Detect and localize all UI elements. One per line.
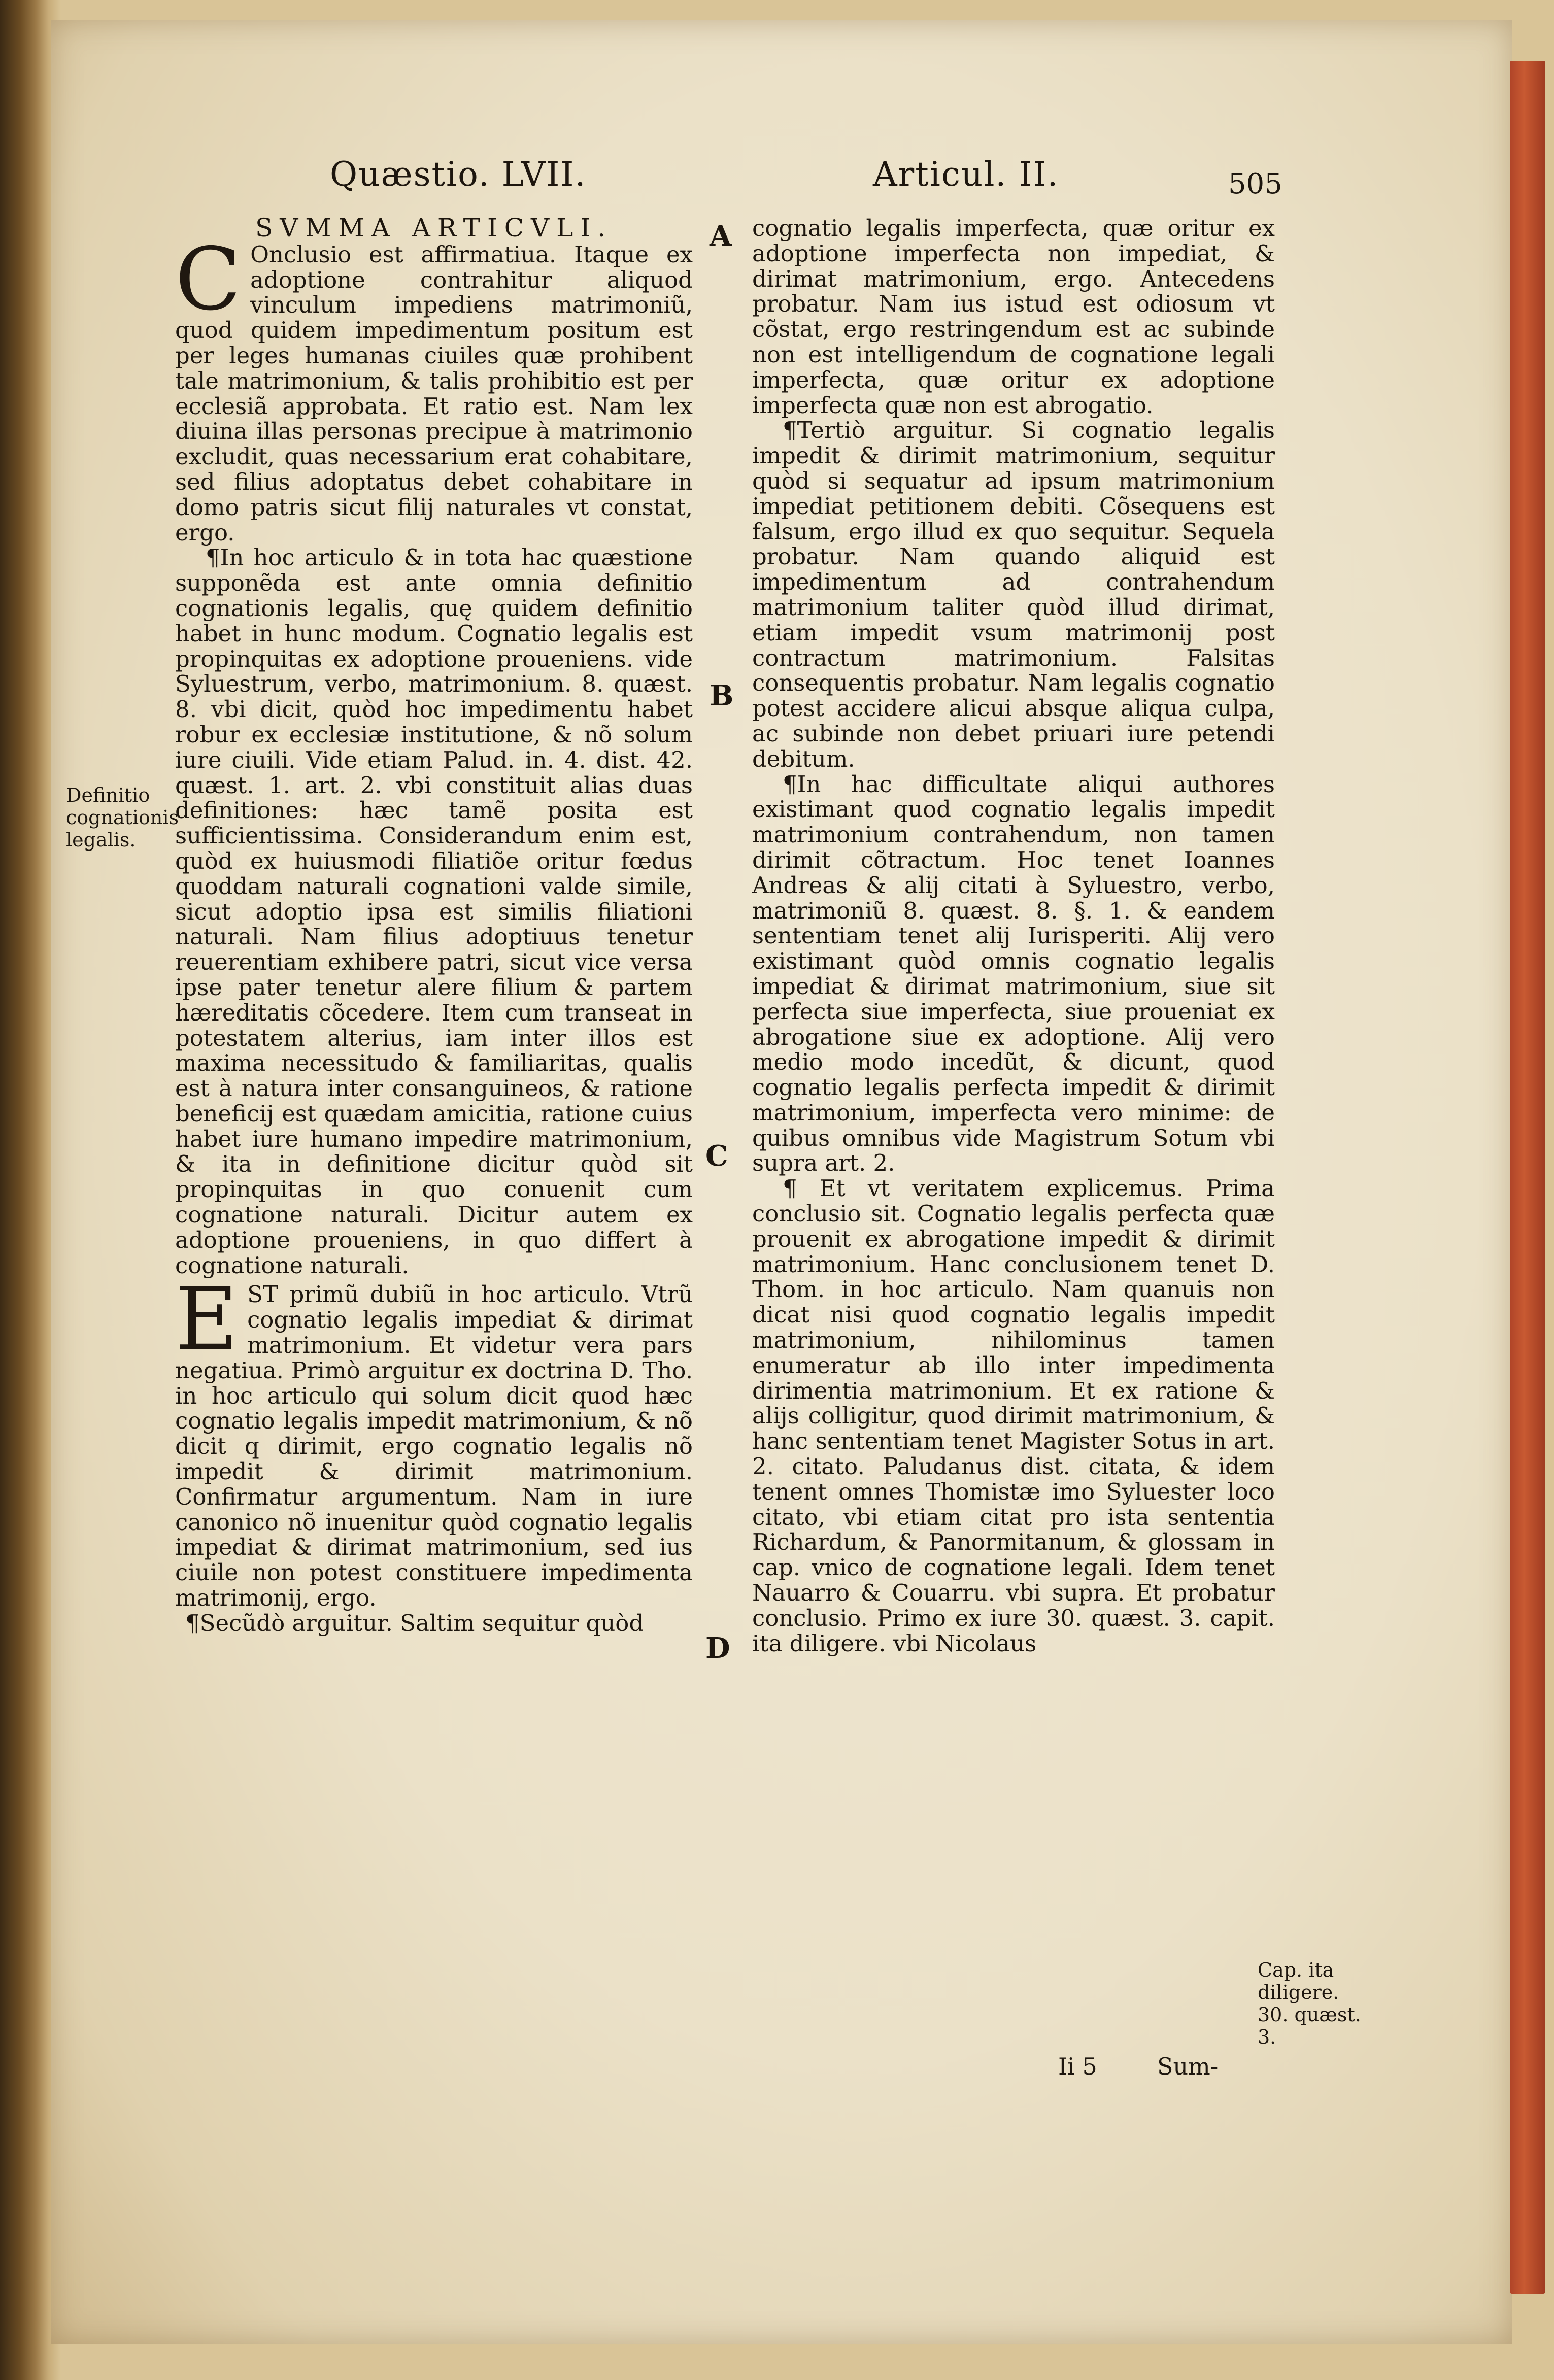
section-letter-a: A [710,219,732,253]
section-title: SVMMA ARTICVLI. [255,213,613,243]
paragraph [175,1611,693,1636]
paragraph-text: Onclusio est affirmatiua. Itaque ex adoptione contrahitur aliquod vinculum impediens matrimoniũ, quod quidem impedimentum positum est per leges humanas ciuiles quæ prohibent tale matrimonium, & talis prohibitio est per ecclesiã approbata. Et ratio est. Nam lex diuina illas personas precipue à matrimonio excludit, quas necessarium erat cohabitare, sed filius adoptatus debet cohabitare in domo patris sicut filij naturales vt constat, ergo. [175,241,693,546]
paragraph-text: ¶In hoc articulo & in tota hac quæstione supponẽda est ante omnia definitio cognationis legalis, quę quidem definitio habet in hunc modum. Cognatio legalis est propinquitas ex adoptione proueniens. vide Syluestrum, verbo, matrimonium. 8. quæst. 8. vbi dicit, quòd hoc impedimentu habet robur ex ecclesiæ institutione, & nõ solum iure ciuili. Vide etiam Palud. in. 4. dist. 42. quæst. 1. art. 2. vbi constituit alias duas definitiones: hæc tamẽ posita est sufficientissima. Considerandum enim est, quòd ex huiusmodi filiatiõe oritur fœdus quoddam naturali cognationi valde simile, sicut adoptio ipsa est similis filiationi naturali. Nam filius adoptiuus tenetur reuerentiam exhibere patri, sicut vice versa ipse pater tenetur alere filium & partem hæreditatis cõcedere. Item cum transeat in potestatem alterius, iam inter illos est maxima necessitudo & familiaritas, qualis est à natura inter consanguineos, & ratione beneficij est quædam amicitia, ratione cuius habet iure humano impedire matrimonium, & ita in definitione dicitur quòd sit propinquitas in quo conuenit cum cognatione naturali. Dicitur autem ex adoptione proueniens, in quo differt à cognatione naturali. [175,544,693,1279]
paragraph [175,1269,693,1612]
paragraph [752,772,1275,1176]
running-head-right: Articul. II. [873,155,1059,194]
right-column [752,216,1275,1656]
paragraph [752,216,1275,418]
drop-cap: C [175,229,242,330]
section-letter-c: C [705,1139,728,1173]
signature-mark: Ii 5 [1058,2053,1097,2080]
paragraph-text: ¶Tertiò arguitur. Si cognatio legalis impedit & dirimit matrimonium, sequitur quòd si sequatur ad ipsum matrimonium impediat petitionem debiti. Cõsequens est falsum, ergo illud ex quo sequitur. Sequela probatur. Nam quando aliquid est impedimentum ad contrahendum matrimonium taliter quòd illud dirimat, etiam impedit vsum matrimonij post contractum matrimonium. Falsitas consequentis probatur. Nam legalis cognatio potest accidere alicui absque aliqua culpa, ac subinde non debet priuari iure petendi debitum. [752,417,1275,772]
catchword: Sum- [1157,2053,1219,2080]
margin-note-left: Definitio cognationis legalis. [66,784,179,851]
folio-number: 505 [1228,167,1282,200]
running-head-left: Quæstio. LVII. [330,155,587,194]
red-page-edge [1510,61,1545,2294]
section-letter-d: D [705,1631,730,1665]
margin-note-right: Cap. ita diligere. 30. quæst. 3. [1258,1959,1361,2048]
paragraph-text: ¶In hac difficultate aliqui authores existimant quod cognatio legalis impedit matrimonium contrahendum, non tamen dirimit cõtractum. Hoc tenet Ioannes Andreas & alij citati à Syluestro, verbo, matrimoniũ 8. quæst. 8. §. 1. & eandem sententiam tenet alij Iurisperiti. Alij vero existimant quòd omnis cognatio legalis impediat & dirimat matrimonium, siue sit perfecta siue imperfecta, siue proueniat ex abrogatione siue ex adoptione. Alij vero medio modo incedũt, & dicunt, quod cognatio legalis perfecta impedit & dirimit matrimonium, imperfecta vero minime: de quibus omnibus vide Magistrum Sotum vbi supra art. 2. [752,770,1275,1177]
section-letter-b: B [710,679,734,712]
paragraph [752,418,1275,771]
drop-cap: E [175,1269,239,1370]
paragraph [175,545,693,1278]
paragraph-text: ¶Secũdò arguitur. Saltim sequitur quòd [185,1609,644,1637]
left-column [175,213,693,1637]
paragraph-text: cognatio legalis imperfecta, quæ oritur ex adoptione imperfecta non impediat, & dirimat matrimonium, ergo. Antecedens probatur. Nam ius istud est odiosum vt cõstat, ergo restringendum est ac subinde non est intelligendum de cognatione legali imperfecta, quæ oritur ex adoptione imperfecta quæ non est abrogatio. [752,215,1275,419]
paragraph [752,1176,1275,1656]
paragraph-text: ST primũ dubiũ in hoc articulo. Vtrũ cognatio legalis impediat & dirimat matrimonium. Et videtur vera pars negatiua. Primò arguitur ex doctrina D. Tho. in hoc articulo qui solum dicit quod hæc cognatio legalis impedit matrimonium, & nõ dicit q dirimit, ergo cognatio legalis nõ impedit & dirimit matrimonium. Confirmatur argumentum. Nam in iure canonico nõ inuenitur quòd cognatio legalis impediat & dirimat matrimonium, sed ius ciuile non potest constituere impedimenta matrimonij, ergo. [175,1281,693,1612]
paragraph-text: ¶ Et vt veritatem explicemus. Prima conclusio sit. Cognatio legalis perfecta quæ prouenit ex abrogatione impedit & dirimit matrimonium. Hanc conclusionem tenet D. Thom. in hoc articulo. Nam quanuis non dicat nisi quod cognatio legalis impedit matrimonium, nihilominus tamen enumeratur ab illo inter impedimenta dirimentia matrimonium. Et ex ratione & alijs colligitur, quod dirimit matrimonium, & hanc sententiam tenet Magister Sotus in art. 2. citato. Paludanus dist. citata, & idem tenent omnes Thomistæ imo Syluester loco citato, vbi etiam citat pro ista sententia Richardum, & Panormitanum, & glossam in cap. vnico de cognatione legali. Idem tenet Nauarro & Couarru. vbi supra. Et probatur conclusio. Primo ex iure 30. quæst. 3. capit. ita diligere. vbi Nicolaus [752,1175,1275,1657]
paragraph [175,229,693,546]
